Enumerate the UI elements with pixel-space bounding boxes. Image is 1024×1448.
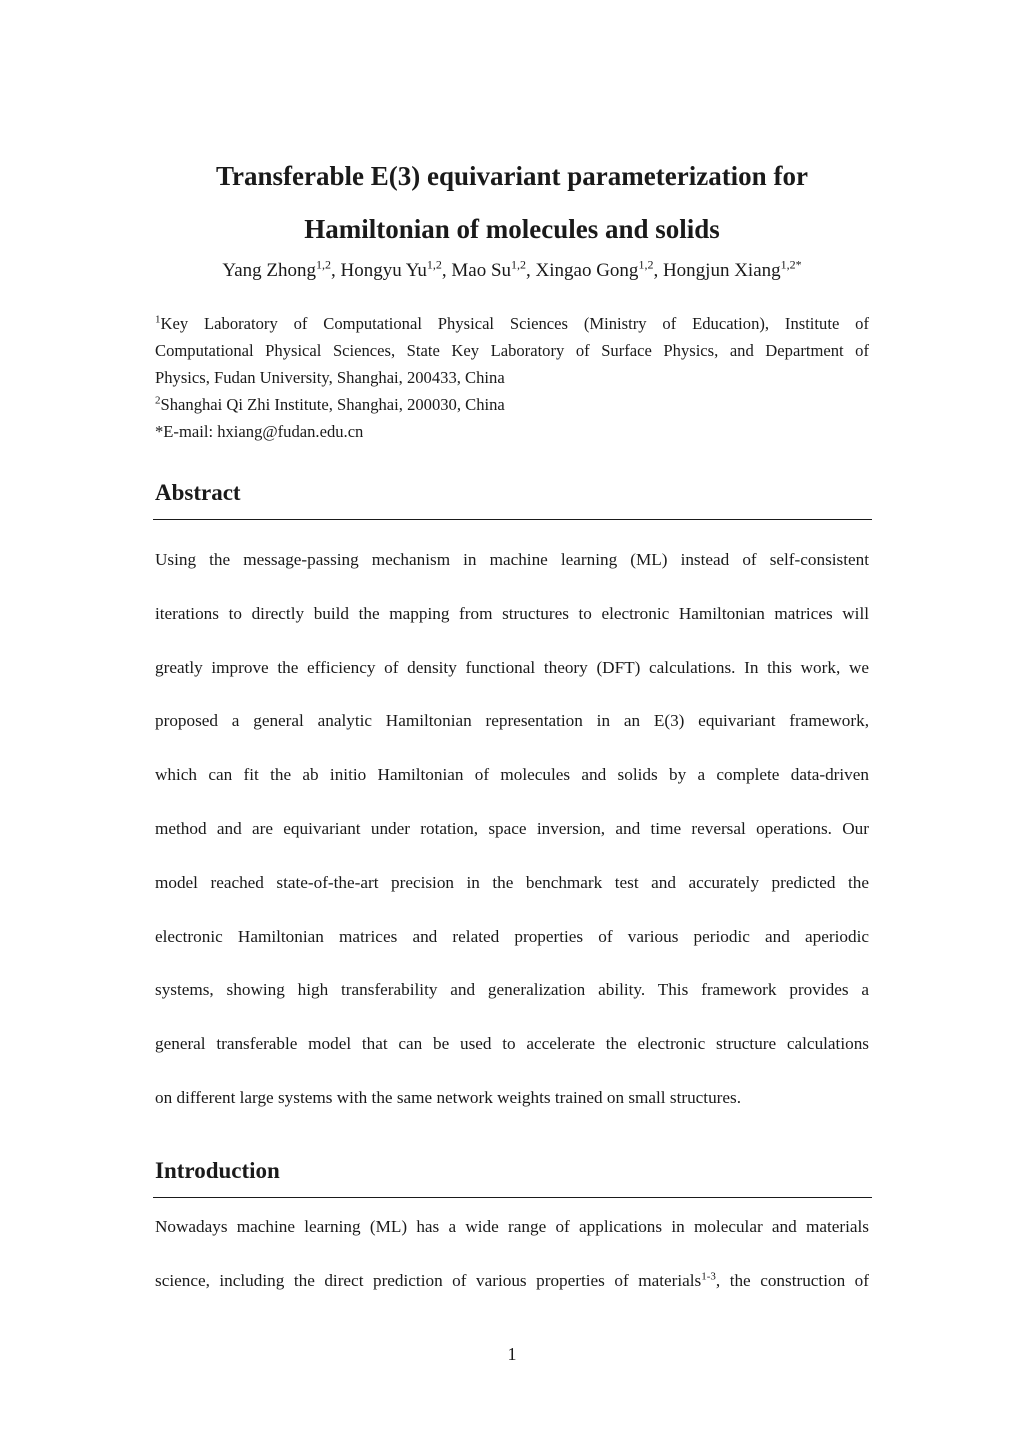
abstract-line: greatly improve the efficiency of density functional theory (DFT) calculations. In this work, we <box>155 657 869 677</box>
introduction-line: Nowadays machine learning (ML) has a wide range of applications in molecular and materials <box>155 1217 869 1236</box>
introduction-body <box>155 1200 869 1308</box>
abstract-line: systems, showing high transferability and generalization ability. This framework provides a <box>155 980 869 1000</box>
abstract-heading: Abstract <box>155 480 241 505</box>
affiliation-1-line-2: Computational Physical Sciences, State Key Laboratory of Surface Physics, and Department of <box>155 341 869 360</box>
affiliations <box>155 310 869 445</box>
affiliation-1-line-1: $^1$Key Laboratory of Computational Physical Sciences (Ministry of Education), Institute of <box>155 313 869 333</box>
affiliation-1-line-3: Physics, Fudan University, Shanghai, 200433, China <box>155 368 505 387</box>
abstract-line: iterations to directly build the mapping from structures to electronic Hamiltonian matrices will <box>155 603 869 623</box>
abstract-divider <box>153 519 872 520</box>
abstract-line: model reached state-of-the-art precision in the benchmark test and accurately predicted the <box>155 872 869 892</box>
author: Hongjun Xiang$^{1,2*}$ <box>662 257 802 281</box>
author: Mao Su$^{1,2}$, <box>451 257 536 281</box>
affiliation-2: $^2$Shanghai Qi Zhi Institute, Shanghai, 200030, China <box>155 394 505 414</box>
introduction-heading: Introduction <box>155 1158 280 1183</box>
abstract-line: general transferable model that can be used to accelerate the electronic structure calculations <box>155 1034 869 1054</box>
paper-title <box>0 150 1024 256</box>
abstract-body <box>155 533 869 1125</box>
introduction-divider <box>153 1197 872 1198</box>
abstract-line: method and are equivariant under rotation, space inversion, and time reversal operations. Our <box>155 818 869 838</box>
abstract-line: which can fit the ab initio Hamiltonian of molecules and solids by a complete data-driven <box>155 765 869 785</box>
introduction-line: science, including the direct prediction of various properties of materials$^{1-3}$, the construction of <box>155 1270 870 1290</box>
abstract-line: Using the message-passing mechanism in machine learning (ML) instead of self-consistent <box>155 550 869 569</box>
author: Xingao Gong$^{1,2}$, <box>535 257 663 281</box>
title-line-2: Hamiltonian of molecules and solids <box>304 214 720 244</box>
author: Hongyu Yu$^{1,2}$, <box>340 257 452 281</box>
author-list <box>0 257 1024 285</box>
contact-email: *E-mail: hxiang@fudan.edu.cn <box>155 422 364 441</box>
page-number: 1 <box>507 1344 517 1364</box>
abstract-line: on different large systems with the same network weights trained on small structures. <box>155 1087 741 1107</box>
title-line-1: Transferable E(3) equivariant parameterization for <box>216 161 808 191</box>
author: Yang Zhong$^{1,2}$, <box>222 257 341 281</box>
abstract-line: proposed a general analytic Hamiltonian representation in an E(3) equivariant framework, <box>155 711 869 731</box>
abstract-line: electronic Hamiltonian matrices and related properties of various periodic and aperiodic <box>155 926 869 946</box>
